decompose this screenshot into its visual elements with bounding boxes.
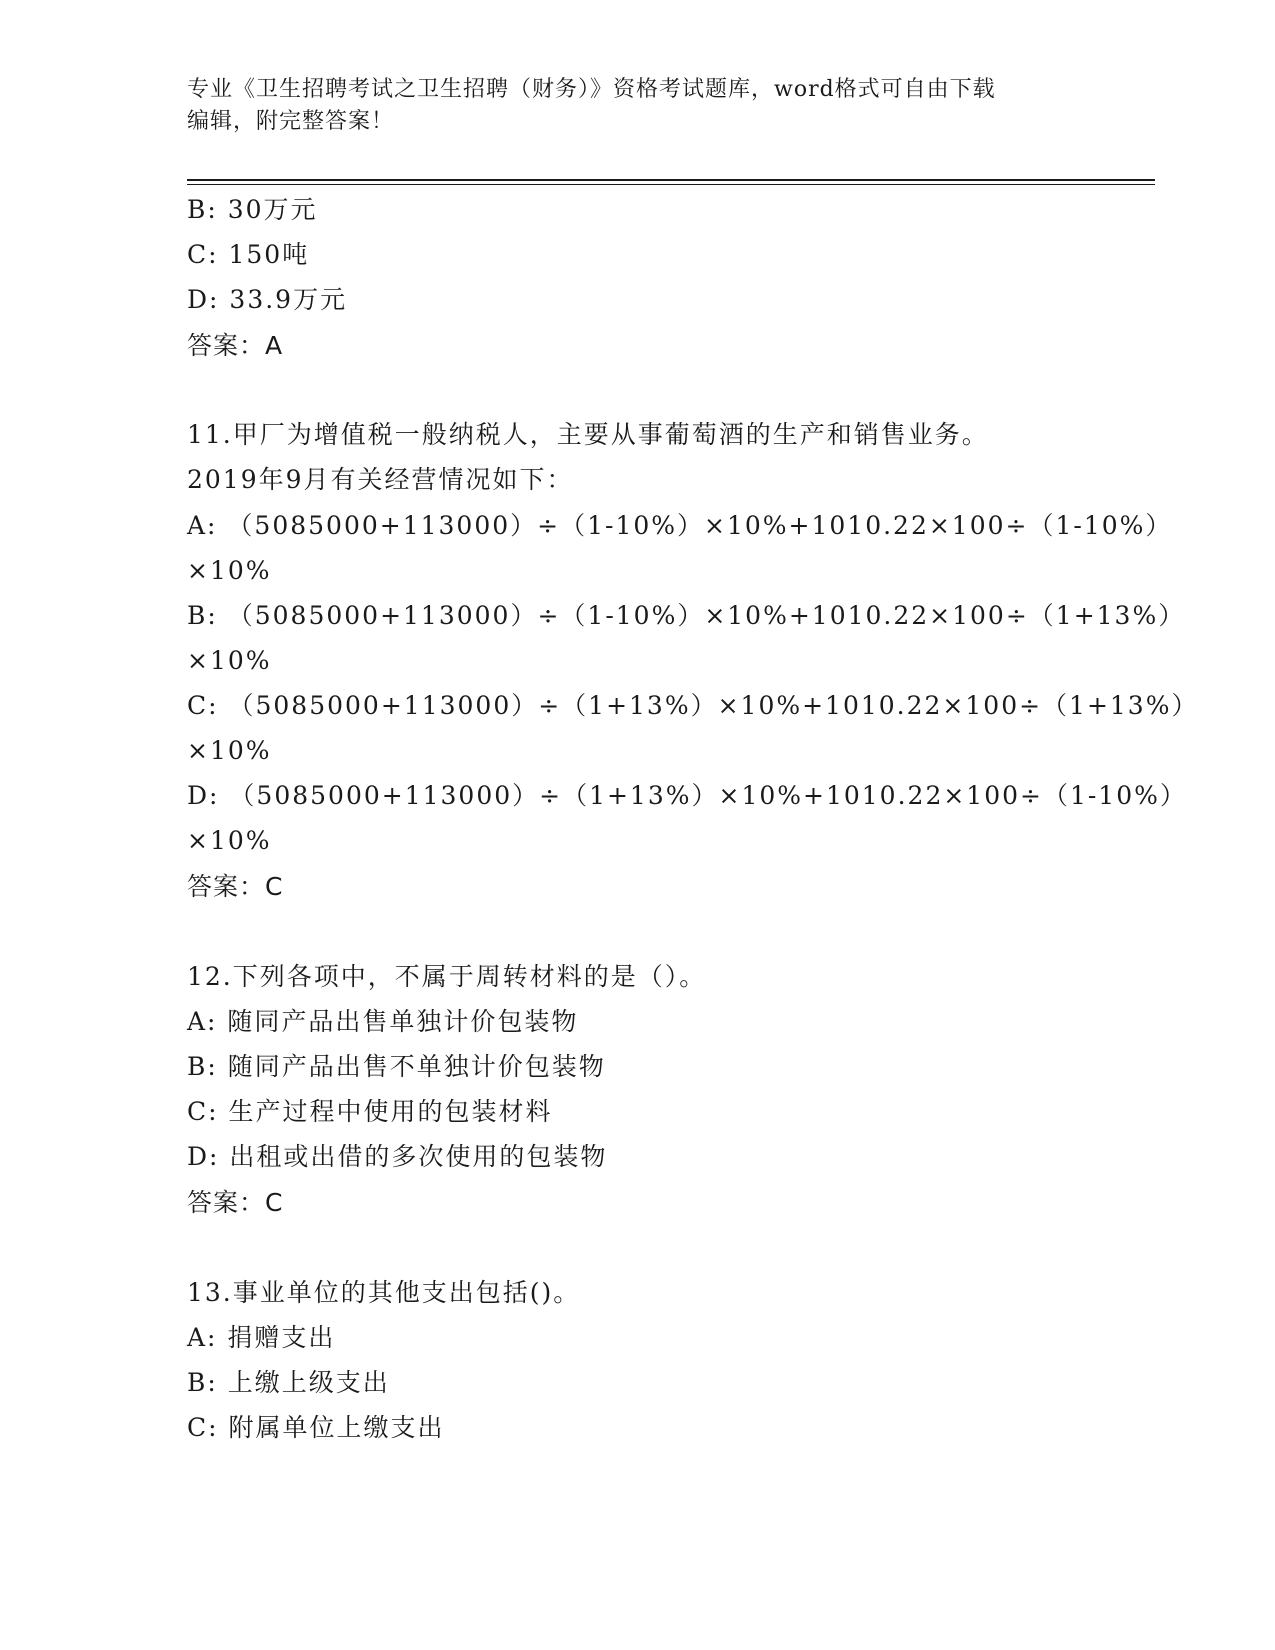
q11-option-d-line-2: ×10% bbox=[187, 826, 272, 855]
q11-answer: 答案：C bbox=[187, 872, 284, 901]
q12-option-d: D: 出租或出借的多次使用的包装物 bbox=[187, 1142, 608, 1171]
header-line-2: 编辑，附完整答案！ bbox=[187, 109, 395, 134]
document-header bbox=[187, 74, 1087, 138]
header-divider-thick bbox=[187, 179, 1155, 181]
q11-option-a-line-2: ×10% bbox=[187, 556, 272, 585]
q13-stem: 13.事业单位的其他支出包括()。 bbox=[187, 1278, 581, 1307]
header-line-1: 专业《卫生招聘考试之卫生招聘（财务）》资格考试题库，word格式可自由下载 bbox=[187, 77, 996, 102]
prev-option-b: B: 30万元 bbox=[187, 195, 318, 224]
prev-option-c: C: 150吨 bbox=[187, 240, 310, 269]
prev-answer: 答案：A bbox=[187, 331, 284, 360]
q11-stem-line-1: 11.甲厂为增值税一般纳税人，主要从事葡萄酒的生产和销售业务。 bbox=[187, 420, 989, 449]
q11-option-b-line-2: ×10% bbox=[187, 646, 272, 675]
header-divider-thin bbox=[187, 184, 1155, 185]
q13-option-c: C: 附属单位上缴支出 bbox=[187, 1413, 445, 1442]
q13-option-b: B: 上缴上级支出 bbox=[187, 1368, 390, 1397]
q12-option-c: C: 生产过程中使用的包装材料 bbox=[187, 1097, 553, 1126]
q13-option-a: A: 捐赠支出 bbox=[187, 1323, 336, 1352]
q11-option-d-line-1: D: （5085000+113000）÷（1+13%）×10%+1010.22×100÷（1-10%） bbox=[187, 781, 1187, 810]
q11-option-c-line-2: ×10% bbox=[187, 736, 272, 765]
q11-option-a-line-1: A: （5085000+113000）÷（1-10%）×10%+1010.22×100÷（1-10%） bbox=[187, 511, 1173, 540]
q12-option-b: B: 随同产品出售不单独计价包装物 bbox=[187, 1052, 606, 1081]
q12-answer: 答案：C bbox=[187, 1188, 284, 1217]
q12-option-a: A: 随同产品出售单独计价包装物 bbox=[187, 1007, 579, 1036]
q11-option-c-line-1: C: （5085000+113000）÷（1+13%）×10%+1010.22×100÷（1+13%） bbox=[187, 691, 1199, 720]
prev-option-d: D: 33.9万元 bbox=[187, 285, 348, 314]
q12-stem: 12.下列各项中，不属于周转材料的是（）。 bbox=[187, 962, 707, 991]
q11-stem-line-2: 2019年9月有关经营情况如下： bbox=[187, 465, 574, 494]
q11-option-b-line-1: B: （5085000+113000）÷（1-10%）×10%+1010.22×100÷（1+13%） bbox=[187, 601, 1186, 630]
